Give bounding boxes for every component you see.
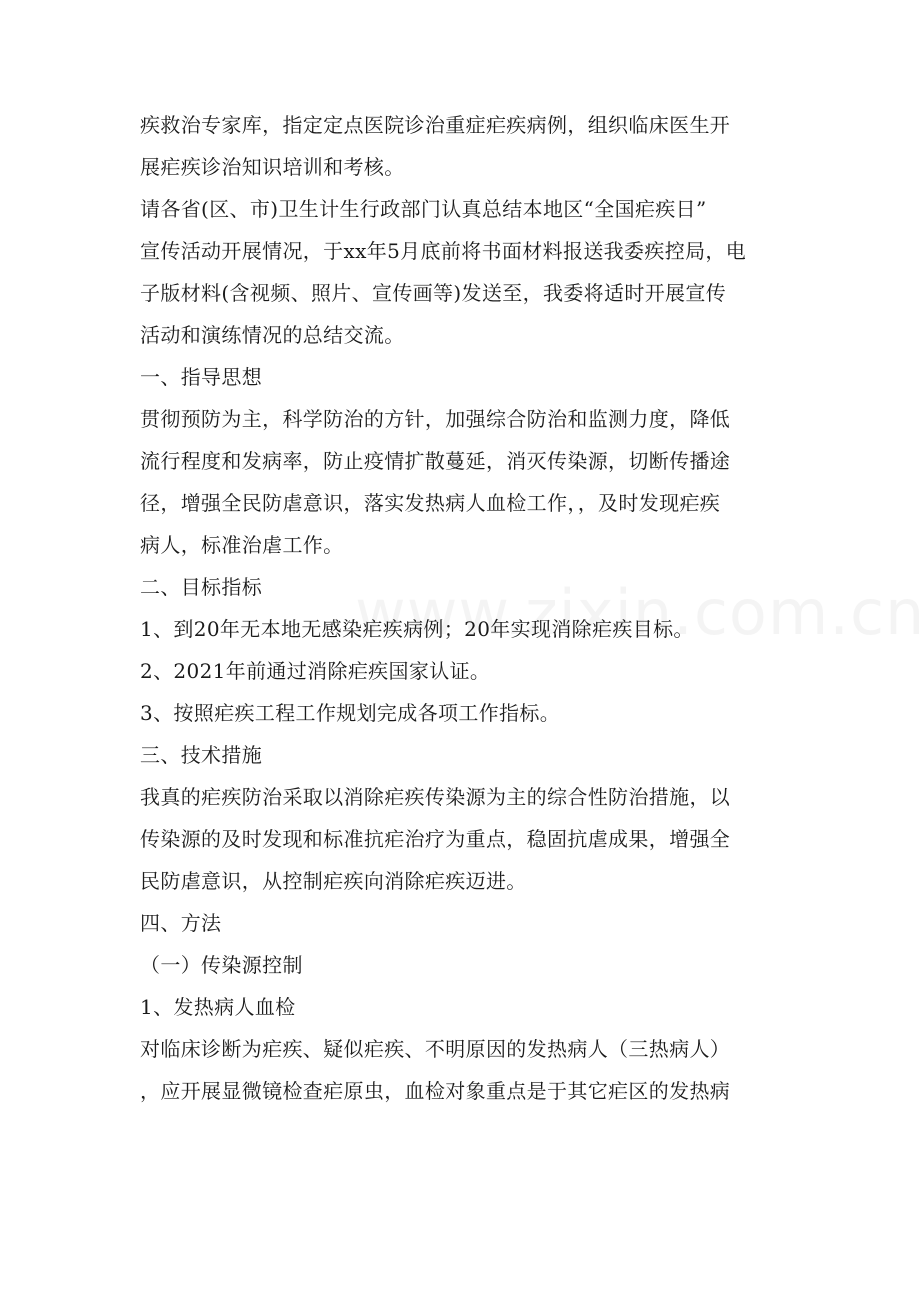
list-item: 2、2021年前通过消除疟疾国家认证。 <box>140 659 491 683</box>
text-line: ，应开展显微镜检查疟原虫，血检对象重点是于其它疟区的发热病 <box>140 1079 731 1103</box>
text-line: 活动和演练情况的总结交流。 <box>140 323 405 347</box>
section-heading: 二、目标指标 <box>140 575 263 599</box>
list-item: 1、到20年无本地无感染疟疾病例；20年实现消除疟疾目标。 <box>140 617 694 641</box>
text-line: 子版材料(含视频、照片、宣传画等)发送至，我委将适时开展宣传 <box>140 281 727 305</box>
list-item: 3、按照疟疾工程工作规划完成各项工作指标。 <box>140 701 561 725</box>
section-heading: 一、指导思想 <box>140 365 263 389</box>
text-line: 病人，标准治虐工作。 <box>140 533 344 557</box>
section-heading: 三、技术措施 <box>140 743 263 767</box>
document-body <box>140 104 780 1112</box>
text-line: 疾救治专家库，指定定点医院诊治重症疟疾病例，组织临床医生开 <box>140 113 731 137</box>
text-line: 流行程度和发病率，防止疫情扩散蔓延，消灭传染源，切断传播途 <box>140 449 731 473</box>
text-line: 传染源的及时发现和标准抗疟治疗为重点，稳固抗虐成果，增强全 <box>140 827 731 851</box>
list-item: 1、发热病人血检 <box>140 995 296 1019</box>
text-line: 对临床诊断为疟疾、疑似疟疾、不明原因的发热病人（三热病人） <box>140 1037 731 1061</box>
text-line: 我真的疟疾防治采取以消除疟疾传染源为主的综合性防治措施，以 <box>140 785 731 809</box>
text-line: 展疟疾诊治知识培训和考核。 <box>140 155 405 179</box>
subsection-heading: （一）传染源控制 <box>140 953 303 977</box>
text-line: 宣传活动开展情况，于xx年5月底前将书面材料报送我委疾控局，电 <box>140 239 747 263</box>
text-line: 径，增强全民防虐意识，落实发热病人血检工作，，及时发现疟疾 <box>140 491 721 515</box>
text-line: 请各省(区、市)卫生计生行政部门认真总结本地区“全国疟疾日” <box>140 197 707 221</box>
section-heading: 四、方法 <box>140 911 222 935</box>
text-line: 民防虐意识，从控制疟疾向消除疟疾迈进。 <box>140 869 527 893</box>
text-line: 贯彻预防为主，科学防治的方针，加强综合防治和监测力度，降低 <box>140 407 731 431</box>
